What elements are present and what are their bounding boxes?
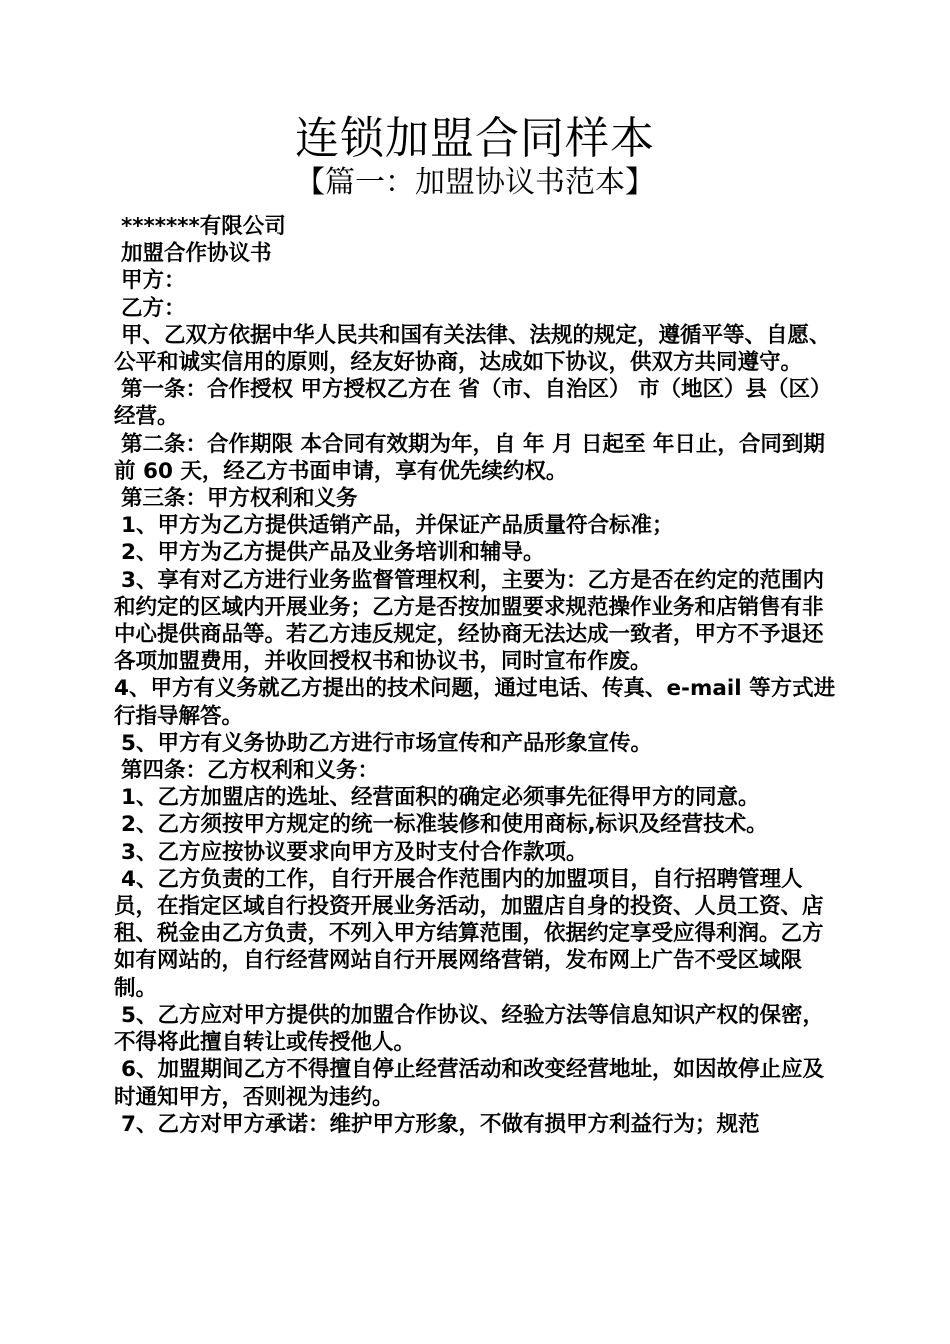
article-4-item-7: 7、乙方对甲方承诺：维护甲方形象，不做有损甲方利益行为；规范 (121, 1111, 760, 1137)
article-4-item-6: 6、加盟期间乙方不得擅自停止经营活动和改变经营地址，如因故停止应及时通知甲方，否则视为违约。 (114, 1057, 824, 1110)
agreement-heading: 加盟合作协议书 (121, 241, 272, 267)
article-4-item-2: 2、乙方须按甲方规定的统一标准装修和使用商标,标识及经营技术。 (121, 812, 768, 838)
article-3-item-5: 5、甲方有义务协助乙方进行市场宣传和产品形象宣传。 (121, 730, 652, 756)
party-b-line: 乙方： (121, 295, 186, 321)
article-3-item-2: 2、甲方为乙方提供产品及业务培训和辅导。 (121, 540, 545, 566)
party-a-line: 甲方： (121, 268, 186, 294)
article-3-item-1: 1、甲方为乙方提供适销产品，并保证产品质量符合标准； (121, 513, 674, 539)
article-3-item-4: 4、甲方有义务就乙方提出的技术问题，通过电话、传真、e-mail 等方式进行指导解答。 (114, 676, 836, 729)
article-4-item-4: 4、乙方负责的工作，自行开展合作范围内的加盟项目，自行招聘管理人员，在指定区域自行投资开展业务活动，加盟店自身的投资、人员工资、店租、税金由乙方负责，不列入甲方结算范围，依据约定享受应得利润。乙方如有网站的，自行经营网站自行开展网络营销，发布网上广告不受区域限制。 (114, 866, 824, 1001)
article-3-item-3: 3、享有对乙方进行业务监督管理权利，主要为：乙方是否在约定的范围内和约定的区域内开展业务；乙方是否按加盟要求规范操作业务和店销售有非中心提供商品等。若乙方违反规定，经协商无法达成一致者，甲方不予退还各项加盟费用，并收回授权书和协议书，同时宣布作废。 (114, 567, 824, 675)
article-4-item-3: 3、乙方应按协议要求向甲方及时支付合作款项。 (121, 839, 588, 865)
preamble-paragraph: 甲、乙双方依据中华人民共和国有关法律、法规的规定，遵循平等、自愿、公平和诚实信用的原则，经友好协商，达成如下协议，供双方共同遵守。 (114, 322, 831, 376)
document-body (114, 213, 836, 1138)
article-3-heading: 第三条：甲方权利和义务 (121, 486, 358, 512)
article-2: 第二条：合作期限 本合同有效期为年，自 年 月 日起至 年日止，合同到期前 60 天，经乙方书面申请，享有优先续约权。 (114, 431, 825, 484)
article-1: 第一条：合作授权 甲方授权乙方在 省（市、自治区） 市（地区）县（区） 经营。 (114, 377, 832, 430)
document-title: 连锁加盟合同样本 (295, 113, 655, 164)
article-4-item-5: 5、乙方应对甲方提供的加盟合作协议、经验方法等信息知识产权的保密，不得将此擅自转让或传授他人。 (114, 1002, 824, 1056)
article-4-heading: 第四条：乙方权利和义务： (121, 758, 380, 784)
company-name: *******有限公司 (121, 214, 286, 239)
article-4-item-1: 1、乙方加盟店的选址、经营面积的确定必须事先征得甲方的同意。 (121, 785, 760, 811)
document-subtitle: 【篇一：加盟协议书范本】 (295, 165, 655, 200)
